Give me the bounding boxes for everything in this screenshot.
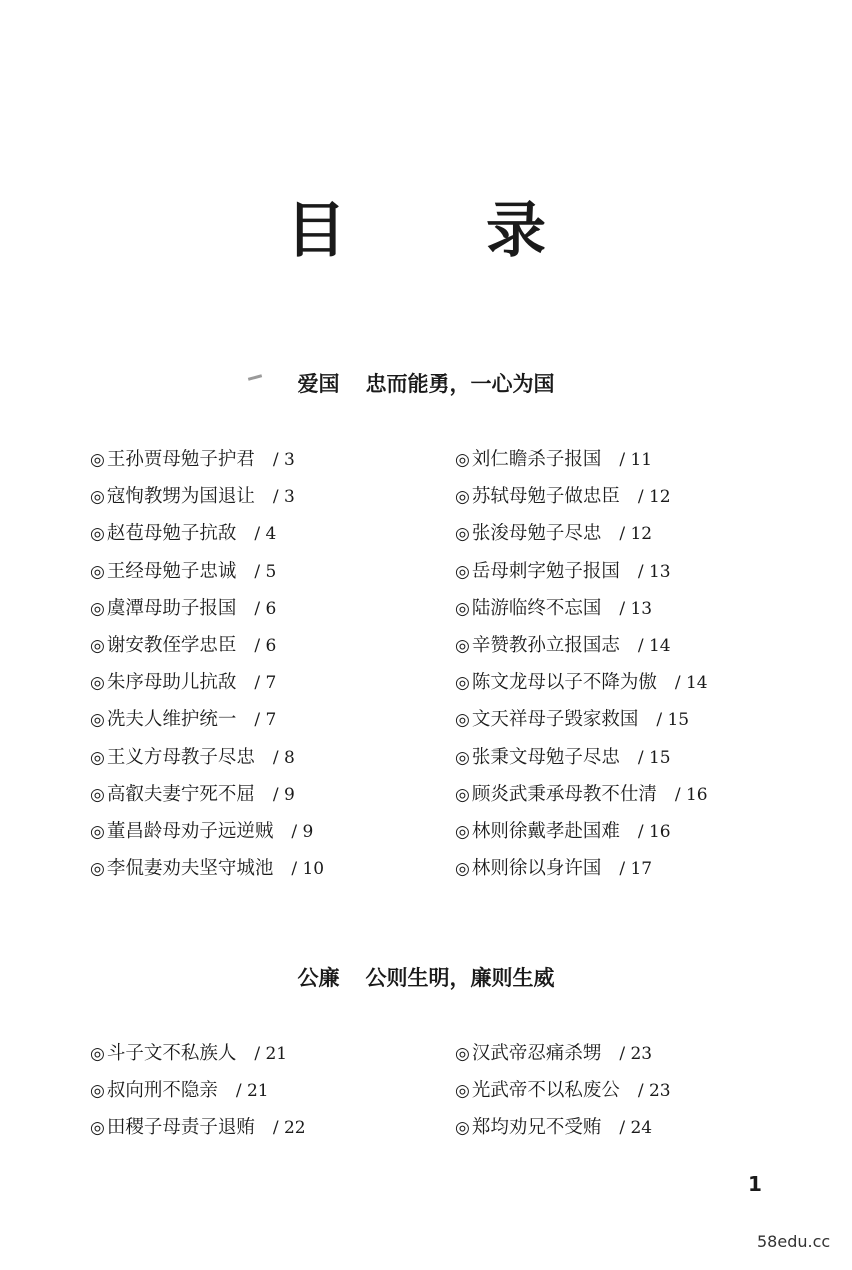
toc-entry-title: 林则徐戴孝赴国难 (471, 820, 620, 842)
page-number: 1 (748, 1172, 762, 1196)
toc-entry-page: / 21 (235, 1081, 269, 1102)
toc-entry[interactable] (455, 1076, 795, 1113)
toc-entry-title: 冼夫人维护统一 (106, 709, 237, 731)
toc-entry-page: / 15 (637, 747, 671, 768)
bullet-icon: ◎ (455, 784, 470, 805)
toc-entry-title: 田稷子母责子退贿 (106, 1117, 255, 1139)
toc-entry-page: / 14 (674, 673, 708, 694)
toc-entry-page: / 6 (254, 598, 277, 619)
toc-entry-title: 李侃妻劝夫坚守城池 (106, 858, 274, 880)
toc-entry-page: / 12 (637, 487, 671, 508)
toc-entry[interactable] (455, 557, 795, 594)
toc-entry-title: 陆游临终不忘国 (471, 597, 602, 619)
toc-entry-title: 汉武帝忍痛杀甥 (471, 1043, 602, 1064)
bullet-icon: ◎ (90, 821, 105, 842)
toc-entry-title: 斗子文不私族人 (106, 1043, 237, 1064)
section-motto: 公则生明，廉则生威 (365, 966, 555, 990)
bullet-icon: ◎ (90, 561, 105, 582)
toc-entry-title: 虞潭母助子报国 (106, 597, 237, 619)
bullet-icon: ◎ (455, 1118, 470, 1139)
section-heading-patriotism (0, 369, 852, 399)
bullet-icon: ◎ (90, 747, 105, 768)
toc-entry-title: 林则徐以身许国 (471, 858, 602, 880)
toc-entry-page: / 11 (619, 450, 653, 470)
section-category: 爱国 (297, 372, 340, 396)
bullet-icon: ◎ (90, 487, 105, 508)
toc-entry-title: 苏轼母勉子做忠臣 (471, 486, 620, 508)
toc-entry-title: 郑均劝兄不受贿 (471, 1117, 602, 1139)
toc-entry-page: / 4 (254, 524, 277, 545)
toc-entry[interactable] (90, 780, 430, 817)
bullet-icon: ◎ (455, 859, 470, 880)
bullet-icon: ◎ (90, 1118, 105, 1139)
toc-entry[interactable] (90, 594, 430, 631)
toc-entry[interactable] (455, 1113, 795, 1150)
toc-entry-page: / 9 (272, 784, 295, 805)
toc-entry-page: / 12 (619, 524, 653, 545)
toc-entry-page: / 16 (637, 821, 671, 842)
toc-entry-title: 叔向刑不隐亲 (106, 1080, 218, 1102)
toc-entry[interactable] (455, 445, 795, 482)
toc-entry[interactable] (455, 594, 795, 631)
toc-entry[interactable] (90, 482, 430, 519)
bullet-icon: ◎ (90, 524, 105, 545)
toc-entry-page: / 7 (254, 710, 277, 731)
toc-entry[interactable] (455, 705, 795, 742)
toc-entry-title: 张浚母勉子尽忠 (471, 523, 602, 545)
toc-entry[interactable] (90, 631, 430, 668)
toc-entry-page: / 21 (254, 1044, 288, 1064)
toc-entry-title: 王经母勉子忠诚 (106, 560, 237, 582)
toc-entry-title: 朱序母助儿抗敌 (106, 672, 237, 694)
toc-entry-title: 辛赞教孙立报国志 (471, 634, 620, 656)
toc-entry[interactable] (90, 557, 430, 594)
toc-entry-page: / 23 (637, 1081, 671, 1102)
toc-entry[interactable] (455, 482, 795, 519)
toc-column-right (455, 1039, 795, 1151)
toc-entry-title: 王孙贾母勉子护君 (106, 449, 255, 470)
toc-entry-page: / 23 (619, 1044, 653, 1064)
bullet-icon: ◎ (90, 1081, 105, 1102)
toc-entry[interactable] (90, 854, 430, 891)
toc-entry[interactable] (455, 519, 795, 556)
toc-entry[interactable] (90, 817, 430, 854)
page-title: 目 录 (286, 196, 586, 266)
bullet-icon: ◎ (455, 710, 470, 731)
bullet-icon: ◎ (455, 1044, 470, 1064)
toc-entry-page: / 14 (637, 635, 671, 656)
toc-entry[interactable] (90, 519, 430, 556)
section-heading-integrity (0, 963, 852, 993)
toc-entry-page: / 10 (291, 859, 325, 880)
toc-entry-page: / 24 (619, 1118, 653, 1139)
bullet-icon: ◎ (90, 1044, 105, 1064)
toc-column-left (90, 445, 430, 891)
toc-entry[interactable] (90, 743, 430, 780)
toc-entry-title: 高叡夫妻宁死不屈 (106, 783, 255, 805)
toc-entry-page: / 5 (254, 561, 277, 582)
toc-entry-page: / 6 (254, 635, 277, 656)
toc-entry-page: / 3 (272, 487, 295, 508)
toc-entry[interactable] (90, 705, 430, 742)
bullet-icon: ◎ (455, 524, 470, 545)
toc-entry-title: 寇恂教甥为国退让 (106, 486, 255, 508)
bullet-icon: ◎ (455, 821, 470, 842)
toc-entry[interactable] (90, 1039, 430, 1076)
toc-entry[interactable] (455, 668, 795, 705)
toc-entry-title: 王义方母教子尽忠 (106, 746, 255, 768)
toc-entry-page: / 16 (674, 784, 708, 805)
bullet-icon: ◎ (90, 710, 105, 731)
section-motto: 忠而能勇，一心为国 (365, 372, 555, 396)
toc-entry[interactable] (90, 1076, 430, 1113)
bullet-icon: ◎ (455, 673, 470, 694)
toc-entry[interactable] (455, 780, 795, 817)
bullet-icon: ◎ (90, 635, 105, 656)
section-category: 公廉 (297, 966, 340, 990)
bullet-icon: ◎ (455, 487, 470, 508)
toc-entry[interactable] (455, 817, 795, 854)
toc-entry[interactable] (455, 1039, 795, 1076)
bullet-icon: ◎ (455, 561, 470, 582)
toc-entry-title: 陈文龙母以子不降为傲 (471, 672, 657, 694)
bullet-icon: ◎ (90, 450, 105, 470)
toc-entry-title: 光武帝不以私废公 (471, 1080, 620, 1102)
toc-column-right (455, 445, 795, 891)
toc-entry-title: 赵苞母勉子抗敌 (106, 523, 237, 545)
toc-entry-title: 张秉文母勉子尽忠 (471, 746, 620, 768)
toc-entry-title: 岳母刺字勉子报国 (471, 560, 620, 582)
toc-entry[interactable] (455, 854, 795, 891)
bullet-icon: ◎ (90, 673, 105, 694)
toc-entry-page: / 13 (619, 598, 653, 619)
toc-entry[interactable] (90, 1113, 430, 1150)
toc-entry-title: 文天祥母子毁家救国 (471, 709, 639, 731)
bullet-icon: ◎ (90, 859, 105, 880)
toc-entry-title: 谢安教侄学忠臣 (106, 634, 237, 656)
toc-entry-page: / 7 (254, 673, 277, 694)
toc-entry[interactable] (90, 445, 430, 482)
toc-entry[interactable] (90, 668, 430, 705)
bullet-icon: ◎ (455, 450, 470, 470)
toc-entry-page: / 15 (656, 710, 690, 731)
bullet-icon: ◎ (455, 747, 470, 768)
watermark: 58edu.cc (757, 1232, 831, 1251)
toc-entry-title: 顾炎武秉承母教不仕清 (471, 783, 657, 805)
bullet-icon: ◎ (90, 598, 105, 619)
toc-entry-title: 刘仁瞻杀子报国 (471, 449, 602, 470)
toc-column-left (90, 1039, 430, 1151)
bullet-icon: ◎ (90, 784, 105, 805)
toc-entry-page: / 17 (619, 859, 653, 880)
toc-entry-page: / 3 (272, 450, 295, 470)
bullet-icon: ◎ (455, 1081, 470, 1102)
toc-entry-title: 董昌龄母劝子远逆贼 (106, 820, 274, 842)
toc-entry[interactable] (455, 743, 795, 780)
toc-entry[interactable] (455, 631, 795, 668)
toc-entry-page: / 9 (291, 821, 314, 842)
toc-entry-page: / 22 (272, 1118, 306, 1139)
bullet-icon: ◎ (455, 635, 470, 656)
bullet-icon: ◎ (455, 598, 470, 619)
toc-entry-page: / 13 (637, 561, 671, 582)
toc-entry-page: / 8 (272, 747, 295, 768)
